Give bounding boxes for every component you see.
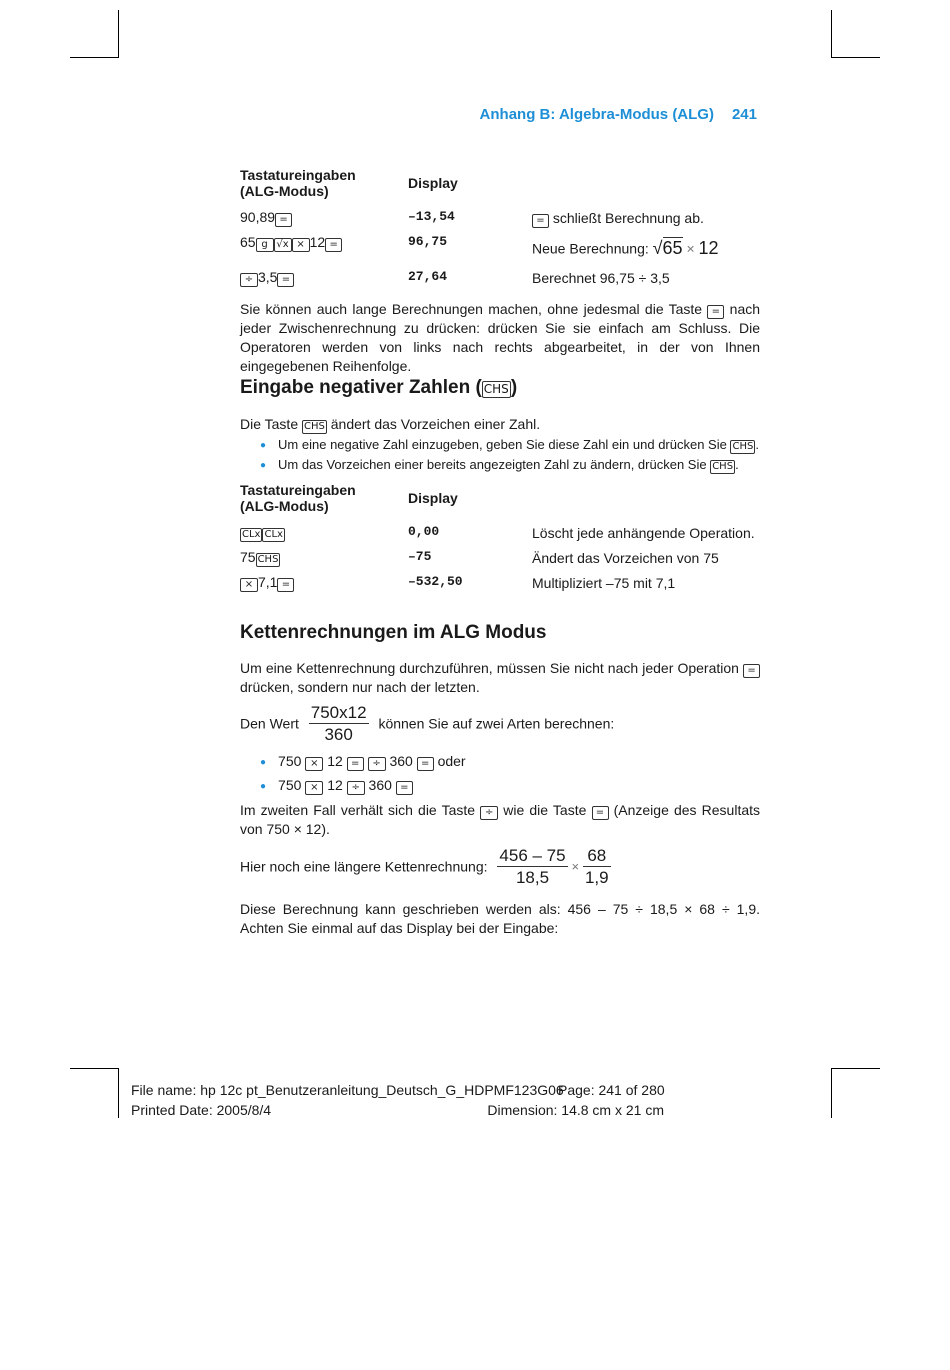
table1-header-display: Display: [408, 175, 458, 191]
g-key: g: [256, 238, 274, 252]
crop-mark: [831, 1068, 880, 1069]
bullet-icon: ●: [260, 440, 267, 451]
fraction-line: Den Wert $\frac{750x12}{360}$ können Sie auf zwei Arten berechnen:: [240, 703, 615, 744]
table1-row3-keys: ÷ 3,5 =: [240, 269, 294, 287]
section-heading: Eingabe negativer Zahlen ( CHS ): [240, 377, 518, 398]
chs-key: CHS: [304, 421, 325, 432]
table2-row2-comment: Ändert das Vorzeichen von 75: [532, 550, 719, 566]
equals-key: =: [532, 214, 549, 228]
clx-key: CLx: [242, 529, 261, 540]
crop-mark: [70, 1068, 119, 1069]
table1-row2-display: 96,75: [408, 234, 448, 249]
table2-row1-display: 0,00: [408, 524, 440, 539]
chs-key: CHS: [732, 441, 754, 452]
chs-key: CHS: [257, 554, 279, 565]
table1-row1-keys: 90,89 =: [240, 209, 292, 227]
table2-header-keys: Tastatureingaben (ALG-Modus): [240, 482, 356, 514]
list-item: ● Um das Vorzeichen einer bereits angezeigten Zahl zu ändern, drücken Sie CHS .: [260, 457, 739, 472]
chs-key: CHS: [712, 461, 734, 472]
page-number: 241: [731, 106, 757, 123]
footer-file: File name: hp 12c pt_Benutzeranleitung_Deutsch_G_HDPMF123G06: [131, 1082, 564, 1098]
fraction: $\frac{750x12}{360}$: [310, 703, 367, 744]
multiply-key: ×: [240, 578, 258, 592]
table2-row3-display: –532,50: [408, 574, 463, 589]
bullet-icon: ●: [260, 460, 267, 471]
clx-key: CLx: [264, 529, 283, 540]
list-item: ● 750 × 12 ÷ 360 =: [260, 777, 413, 795]
crop-mark: [70, 57, 119, 58]
table1-row1-comment: = schließt Berechnung ab.: [532, 210, 704, 228]
divide-key: ÷: [368, 757, 386, 771]
bullet-icon: ●: [260, 781, 267, 792]
paragraph: Diese Berechnung kann geschrieben werden als: 456 – 75 ÷ 18,5 × 68 ÷ 1,9. Achten Sie einmal auf das Display bei der Eingabe:: [240, 901, 760, 936]
fraction: $\frac{456 - 75}{18,5}$: [499, 846, 566, 887]
multiply-key: ×: [305, 781, 323, 795]
divide-key: ÷: [240, 273, 258, 287]
sqrt-key: √x: [274, 238, 292, 252]
equals-key: =: [347, 757, 364, 771]
fraction: $\frac{68}{1,9}$: [584, 846, 609, 887]
equals-key: =: [417, 757, 434, 771]
equals-key: =: [277, 273, 294, 287]
table1-row3-display: 27,64: [408, 269, 448, 284]
table1-row2-keys: 65 g √x × 12 =: [240, 234, 342, 252]
footer-printed: Printed Date: 2005/8/4: [131, 1102, 272, 1118]
multiply-key: ×: [292, 238, 310, 252]
chapter-title: Anhang B: Algebra-Modus (ALG): [479, 106, 714, 123]
table1-row2-comment: Neue Berechnung: √65 × 12: [532, 238, 719, 258]
crop-mark: [831, 1068, 832, 1118]
equals-key: =: [396, 781, 413, 795]
chain-expression: Hier noch eine längere Kettenrechnung: $\frac{456 - 75}{18,5}$ × $\frac{68}{1,9}$: [240, 846, 609, 887]
equals-key: =: [325, 238, 342, 252]
table1-header-keys: Tastatureingaben (ALG-Modus): [240, 167, 356, 199]
chs-key: CHS: [483, 382, 509, 396]
running-header: [480, 106, 757, 123]
equals-key: =: [277, 578, 294, 592]
crop-mark: [831, 57, 880, 58]
footer-page: Page: 241 of 280: [558, 1082, 665, 1098]
table2-row3-comment: Multipliziert –75 mit 7,1: [532, 575, 676, 591]
divide-key: ÷: [347, 781, 365, 795]
section-heading: Kettenrechnungen im ALG Modus: [240, 622, 547, 643]
equals-key: =: [275, 213, 292, 227]
paragraph: Sie können auch lange Berechnungen machen, ohne jedesmal die Taste = nach jeder Zwischenrechnung zu drücken: drücken Sie sie einfach am Schluss. Die Operatoren werden von links nach rechts abgearbeitet, in der von Ihnen eingegebenen Reihenfolge.: [240, 301, 761, 374]
table1-row1-display: –13,54: [408, 209, 455, 224]
multiply-key: ×: [305, 757, 323, 771]
footer-dimension: Dimension: 14.8 cm x 21 cm: [487, 1102, 664, 1118]
bullet-icon: ●: [260, 757, 267, 768]
crop-mark: [118, 10, 119, 58]
paragraph: Um eine Kettenrechnung durchzuführen, müssen Sie nicht nach jeder Operation = drücken, sondern nur nach der letzten.: [240, 659, 760, 697]
table2-row3-keys: × 7,1 =: [240, 574, 294, 592]
sqrt-expression: √65: [652, 238, 683, 258]
list-item: ● 750 × 12 = ÷ 360 = oder: [260, 753, 466, 769]
equals-key: =: [592, 806, 609, 820]
paragraph: Im zweiten Fall verhält sich die Taste ÷ wie die Taste = (Anzeige des Resultats von 750 × 12).: [240, 802, 761, 837]
crop-mark: [831, 10, 832, 58]
section1-intro: Die Taste CHS ändert das Vorzeichen einer Zahl.: [240, 416, 541, 432]
equals-key: =: [743, 664, 760, 678]
table2-row1-keys: [240, 524, 285, 542]
table2-row1-comment: Löscht jede anhängende Operation.: [532, 525, 755, 541]
table2-row2-display: –75: [408, 549, 432, 564]
table2-row2-keys: 75 CHS: [240, 549, 279, 565]
divide-key: ÷: [480, 806, 498, 820]
table2-header-display: Display: [408, 490, 458, 506]
table1-row3-comment: Berechnet 96,75 ÷ 3,5: [532, 270, 670, 286]
list-item: ● Um eine negative Zahl einzugeben, geben Sie diese Zahl ein und drücken Sie CHS .: [260, 437, 759, 452]
crop-mark: [118, 1068, 119, 1118]
equals-key: =: [707, 305, 724, 319]
